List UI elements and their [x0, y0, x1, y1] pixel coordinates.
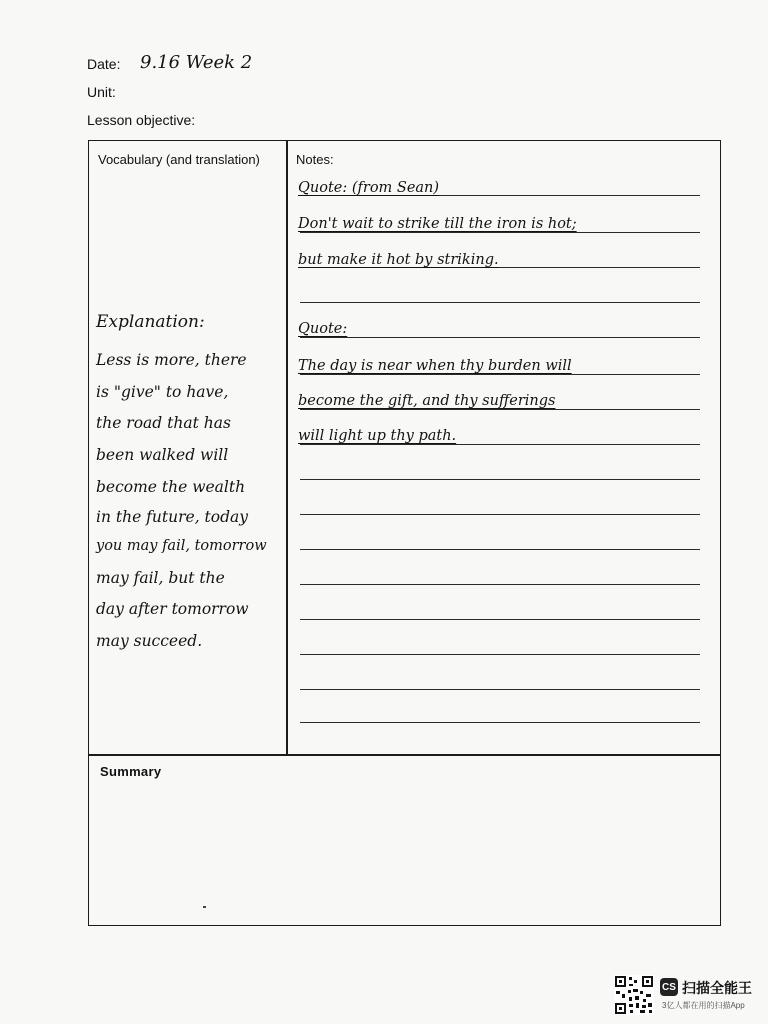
summary-title: Summary [100, 764, 162, 779]
vocabulary-column-title: Vocabulary (and translation) [98, 152, 260, 167]
explanation-line: day after tomorrow [96, 600, 249, 618]
camscanner-logo: CS [660, 978, 678, 996]
explanation-line: may fail, but the [96, 569, 225, 587]
date-label: Date: [87, 56, 121, 72]
scanner-watermark [614, 975, 764, 1017]
summary-divider [88, 754, 721, 756]
note-line: will light up thy path. [298, 428, 457, 444]
ruled-line [300, 337, 700, 338]
ruled-line [300, 654, 700, 655]
explanation-line: Less is more, there [96, 351, 247, 369]
brand-name: 扫描全能王 [682, 980, 752, 996]
ruled-line [300, 689, 700, 690]
explanation-line: in the future, today [96, 508, 249, 526]
explanation-line: been walked will [96, 446, 229, 464]
unit-label: Unit: [87, 84, 116, 100]
note-line: become the gift, and thy sufferings [298, 393, 556, 409]
explanation-line: you may fail, tomorrow [96, 538, 267, 554]
ruled-line [300, 514, 700, 515]
ruled-line [300, 479, 700, 480]
notes-column-title: Notes: [296, 152, 334, 167]
explanation-line: is "give" to have, [96, 383, 229, 401]
ruled-line [300, 619, 700, 620]
ruled-line [300, 232, 700, 233]
explanation-line: may succeed. [96, 632, 203, 650]
ruled-line [300, 549, 700, 550]
note-line: but make it hot by striking. [298, 252, 499, 268]
ruled-line [300, 409, 700, 410]
explanation-line: become the wealth [96, 478, 246, 496]
pen-mark [203, 906, 206, 908]
column-divider [286, 140, 288, 755]
ruled-line [300, 722, 700, 723]
ruled-line [300, 584, 700, 585]
ruled-line [300, 444, 700, 445]
date-value: 9.16 Week 2 [140, 52, 253, 73]
note-line: Quote: (from Sean) [298, 180, 440, 196]
qr-code-icon [614, 975, 654, 1015]
explanation-title: Explanation: [96, 312, 205, 332]
ruled-line [300, 302, 700, 303]
ruled-line [300, 374, 700, 375]
lesson-objective-label: Lesson objective: [87, 112, 196, 128]
brand-tagline: 3亿人都在用的扫描App [662, 1001, 745, 1010]
note-line: Quote: [298, 321, 348, 337]
note-line: Don't wait to strike till the iron is hot; [298, 216, 577, 232]
note-line: The day is near when thy burden will [298, 358, 572, 374]
explanation-line: the road that has [96, 414, 231, 432]
